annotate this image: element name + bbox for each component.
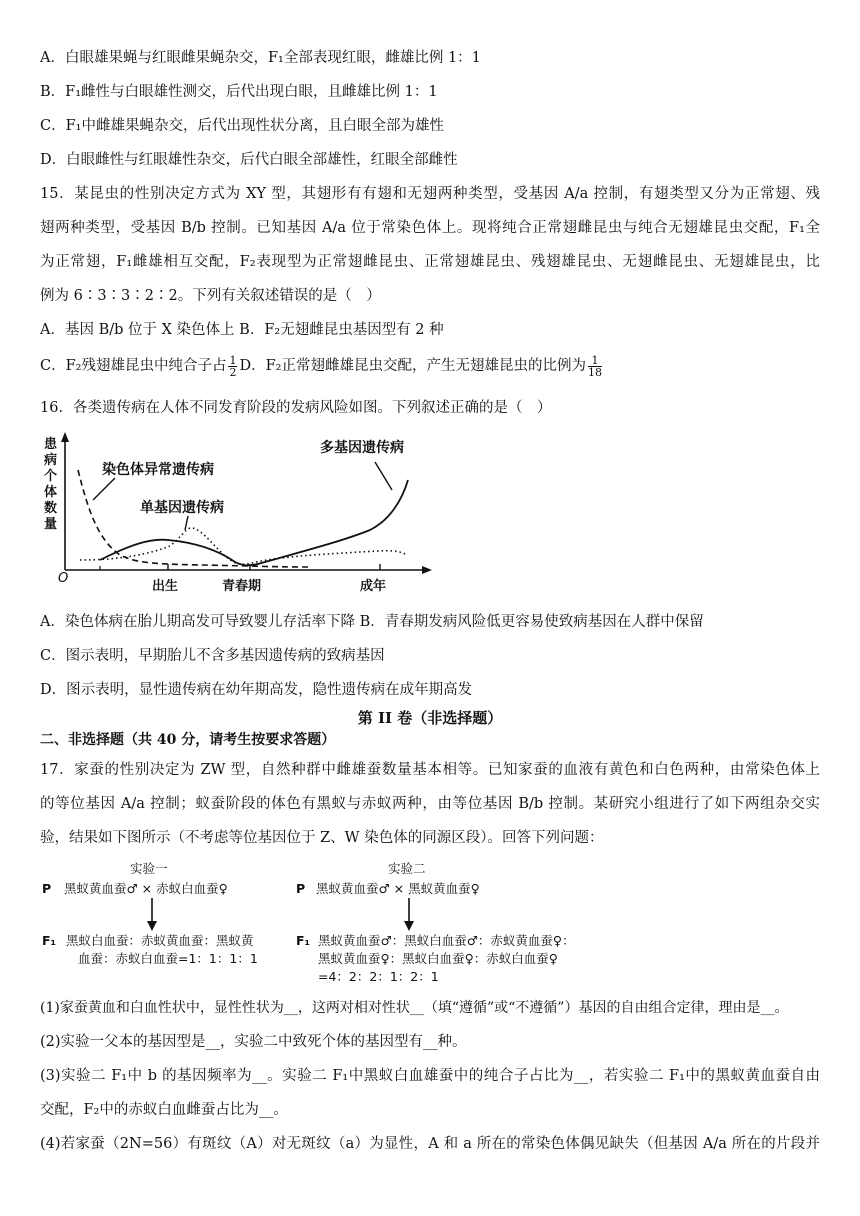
- exp1-p-cross: 黑蚁黄血蚕♂ × 赤蚁白血蚕♀: [64, 881, 228, 896]
- x-axis-arrow: [422, 566, 432, 574]
- y-axis-label-char: 病: [44, 453, 58, 468]
- disease-risk-chart: [40, 430, 440, 595]
- series-label-single-gene: 单基因遗传病: [140, 500, 224, 516]
- x-tick-label-birth: 出生: [152, 579, 179, 594]
- q16-option-c: C．图示表明，早期胎儿不含多基因遗传病的致病基因: [40, 648, 385, 664]
- exp2-f1-line-2: 黑蚁黄血蚕♀：黑蚁白血蚕♀：赤蚁白血蚕♀: [318, 951, 558, 966]
- q14-option-c: C．F₁中雌雄果蝇杂交，后代出现性状分离，且白眼全部为雄性: [40, 118, 444, 134]
- exp2-arrow: [401, 898, 417, 932]
- exp2-title: 实验二: [388, 861, 426, 876]
- origin-label: O: [58, 571, 69, 586]
- q17-sub-3-line-1: (3)实验二 F₁中 b 的基因频率为__。实验二 F₁中黑蚁白血雄蚕中的纯合子占比为__，若实验二 F₁中的黑蚁黄血蚕自由: [40, 1068, 820, 1084]
- q15-option-d-text: D．F₂正常翅雌雄昆虫交配，产生无翅雄昆虫的比例为: [239, 358, 586, 374]
- fraction-numerator: 1: [588, 355, 602, 367]
- q15-option-c-fraction: [228, 355, 237, 378]
- y-axis-arrow: [61, 432, 69, 442]
- section-heading: 二、非选择题（共 40 分，请考生按要求答题）: [40, 732, 336, 748]
- exp2-f1-label: F₁: [296, 933, 311, 948]
- exp1-f1-line-2: 血蚕：赤蚁白血蚕=1：1：1：1: [78, 951, 258, 966]
- y-axis-label-char: 患: [44, 437, 58, 452]
- q16-option-d: D．图示表明，显性遗传病在幼年期高发，隐性遗传病在成年期高发: [40, 682, 473, 698]
- exp2-p-label: P: [296, 881, 306, 896]
- q15-stem-line-2: 翅两种类型，受基因 B/b 控制。已知基因 A/a 位于常染色体上。现将纯合正常翅雌昆虫与纯合无翅雄昆虫交配，F₁全: [40, 220, 820, 236]
- q15-option-ab: A．基因 B/b 位于 X 染色体上 B．F₂无翅雌昆虫基因型有 2 种: [40, 322, 444, 338]
- q17-stem-line-2: 的等位基因 A/a 控制；蚁蚕阶段的体色有黑蚁与赤蚁两种，由等位基因 B/b 控制。某研究小组进行了如下两组杂交实: [40, 796, 820, 812]
- exp1-title: 实验一: [130, 861, 168, 876]
- callout-multi-gene: [375, 462, 392, 490]
- series-label-chromosomal: 染色体异常遗传病: [102, 462, 214, 478]
- q14-option-d: D．白眼雌性与红眼雄性杂交，后代白眼全部雄性，红眼全部雌性: [40, 152, 458, 168]
- y-axis-label-char: 个: [44, 469, 58, 484]
- exp1-p-label: P: [42, 881, 52, 896]
- q17-sub-2: (2)实验一父本的基因型是__，实验二中致死个体的基因型有__种。: [40, 1034, 467, 1050]
- y-axis-label-char: 数: [44, 501, 58, 516]
- fraction-denominator: 2: [229, 365, 237, 379]
- callout-single-gene: [185, 516, 188, 530]
- fraction-denominator: 18: [587, 365, 602, 379]
- q14-option-a: A．白眼雄果蝇与红眼雌果蝇杂交，F₁全部表现红眼，雌雄比例 1：1: [40, 50, 481, 66]
- q17-sub-1: (1)家蚕黄血和白血性状中，显性性状为__，这两对相对性状__（填“遵循”或“不遵循”）基因的自由组合定律，理由是__。: [40, 1000, 789, 1016]
- q14-option-b: B．F₁雌性与白眼雄性测交，后代出现白眼，且雌雄比例 1：1: [40, 84, 438, 100]
- q15-stem-line-1: 15．某昆虫的性别决定方式为 XY 型，其翅形有有翅和无翅两种类型，受基因 A/a 控制，有翅类型又分为正常翅、残: [40, 186, 820, 202]
- x-tick-label-puberty: 青春期: [222, 579, 262, 594]
- exp2-p-cross: 黑蚁黄血蚕♂ × 黑蚁黄血蚕♀: [316, 881, 480, 896]
- series-label-multi-gene: 多基因遗传病: [320, 440, 404, 456]
- fraction-numerator: 1: [229, 353, 237, 367]
- q16-option-ab: A．染色体病在胎儿期高发可导致婴儿存活率下降 B．青春期发病风险低更容易使致病基因在人群中保留: [40, 614, 704, 630]
- part2-title: 第 II 卷（非选择题）: [357, 709, 503, 727]
- q17-stem-line-3: 验，结果如下图所示（不考虑等位基因位于 Z、W 染色体的同源区段）。回答下列问题：: [40, 830, 604, 846]
- q15-stem-line-3: 为正常翅，F₁雌雄相互交配，F₂表现型为正常翅雌昆虫、正常翅雄昆虫、残翅雄昆虫、无翅雌昆虫、无翅雄昆虫，比: [40, 254, 820, 270]
- y-axis-label: [43, 436, 58, 532]
- y-axis-label-char: 量: [44, 517, 58, 532]
- q16-stem: 16．各类遗传病在人体不同发育阶段的发病风险如图。下列叙述正确的是（ ）: [40, 400, 552, 416]
- y-axis-label-char: 体: [44, 485, 58, 500]
- exp1-f1-line-1: 黑蚁白血蚕：赤蚁黄血蚕：黑蚁黄: [66, 933, 254, 948]
- exp2-f1-line-3: =4：2：2：1：2：1: [318, 969, 439, 984]
- series-chromosomal-line: [78, 470, 310, 567]
- callout-chromosomal: [93, 478, 115, 500]
- q15-stem-line-4: 例为 6∶3∶3∶2∶2。下列有关叙述错误的是（ ）: [40, 288, 381, 304]
- q15-option-d-fraction: [588, 355, 602, 378]
- exp1-f1-label: F₁: [42, 933, 57, 948]
- x-tick-label-adult: 成年: [360, 579, 387, 594]
- q17-sub-4: (4)若家蚕（2N=56）有斑纹（A）对无斑纹（a）为显性，A 和 a 所在的常染色体偶见缺失（但基因 A/a 所在的片段并: [40, 1136, 820, 1152]
- q15-option-cd: [40, 352, 604, 380]
- exp2-f1-line-1: 黑蚁黄血蚕♂：黑蚁白血蚕♂：赤蚁黄血蚕♀：: [318, 933, 575, 948]
- exp1-arrow: [144, 898, 160, 932]
- q17-sub-3-line-2: 交配，F₂中的赤蚁白血雌蚕占比为__。: [40, 1102, 288, 1118]
- series-multi-gene-line: [100, 480, 408, 565]
- q15-option-c-text: C．F₂残翅雄昆虫中纯合子占: [40, 358, 227, 374]
- q17-stem-line-1: 17．家蚕的性别决定为 ZW 型，自然种群中雌雄蚕数量基本相等。已知家蚕的血液有黄色和白色两种，由常染色体上: [40, 762, 820, 778]
